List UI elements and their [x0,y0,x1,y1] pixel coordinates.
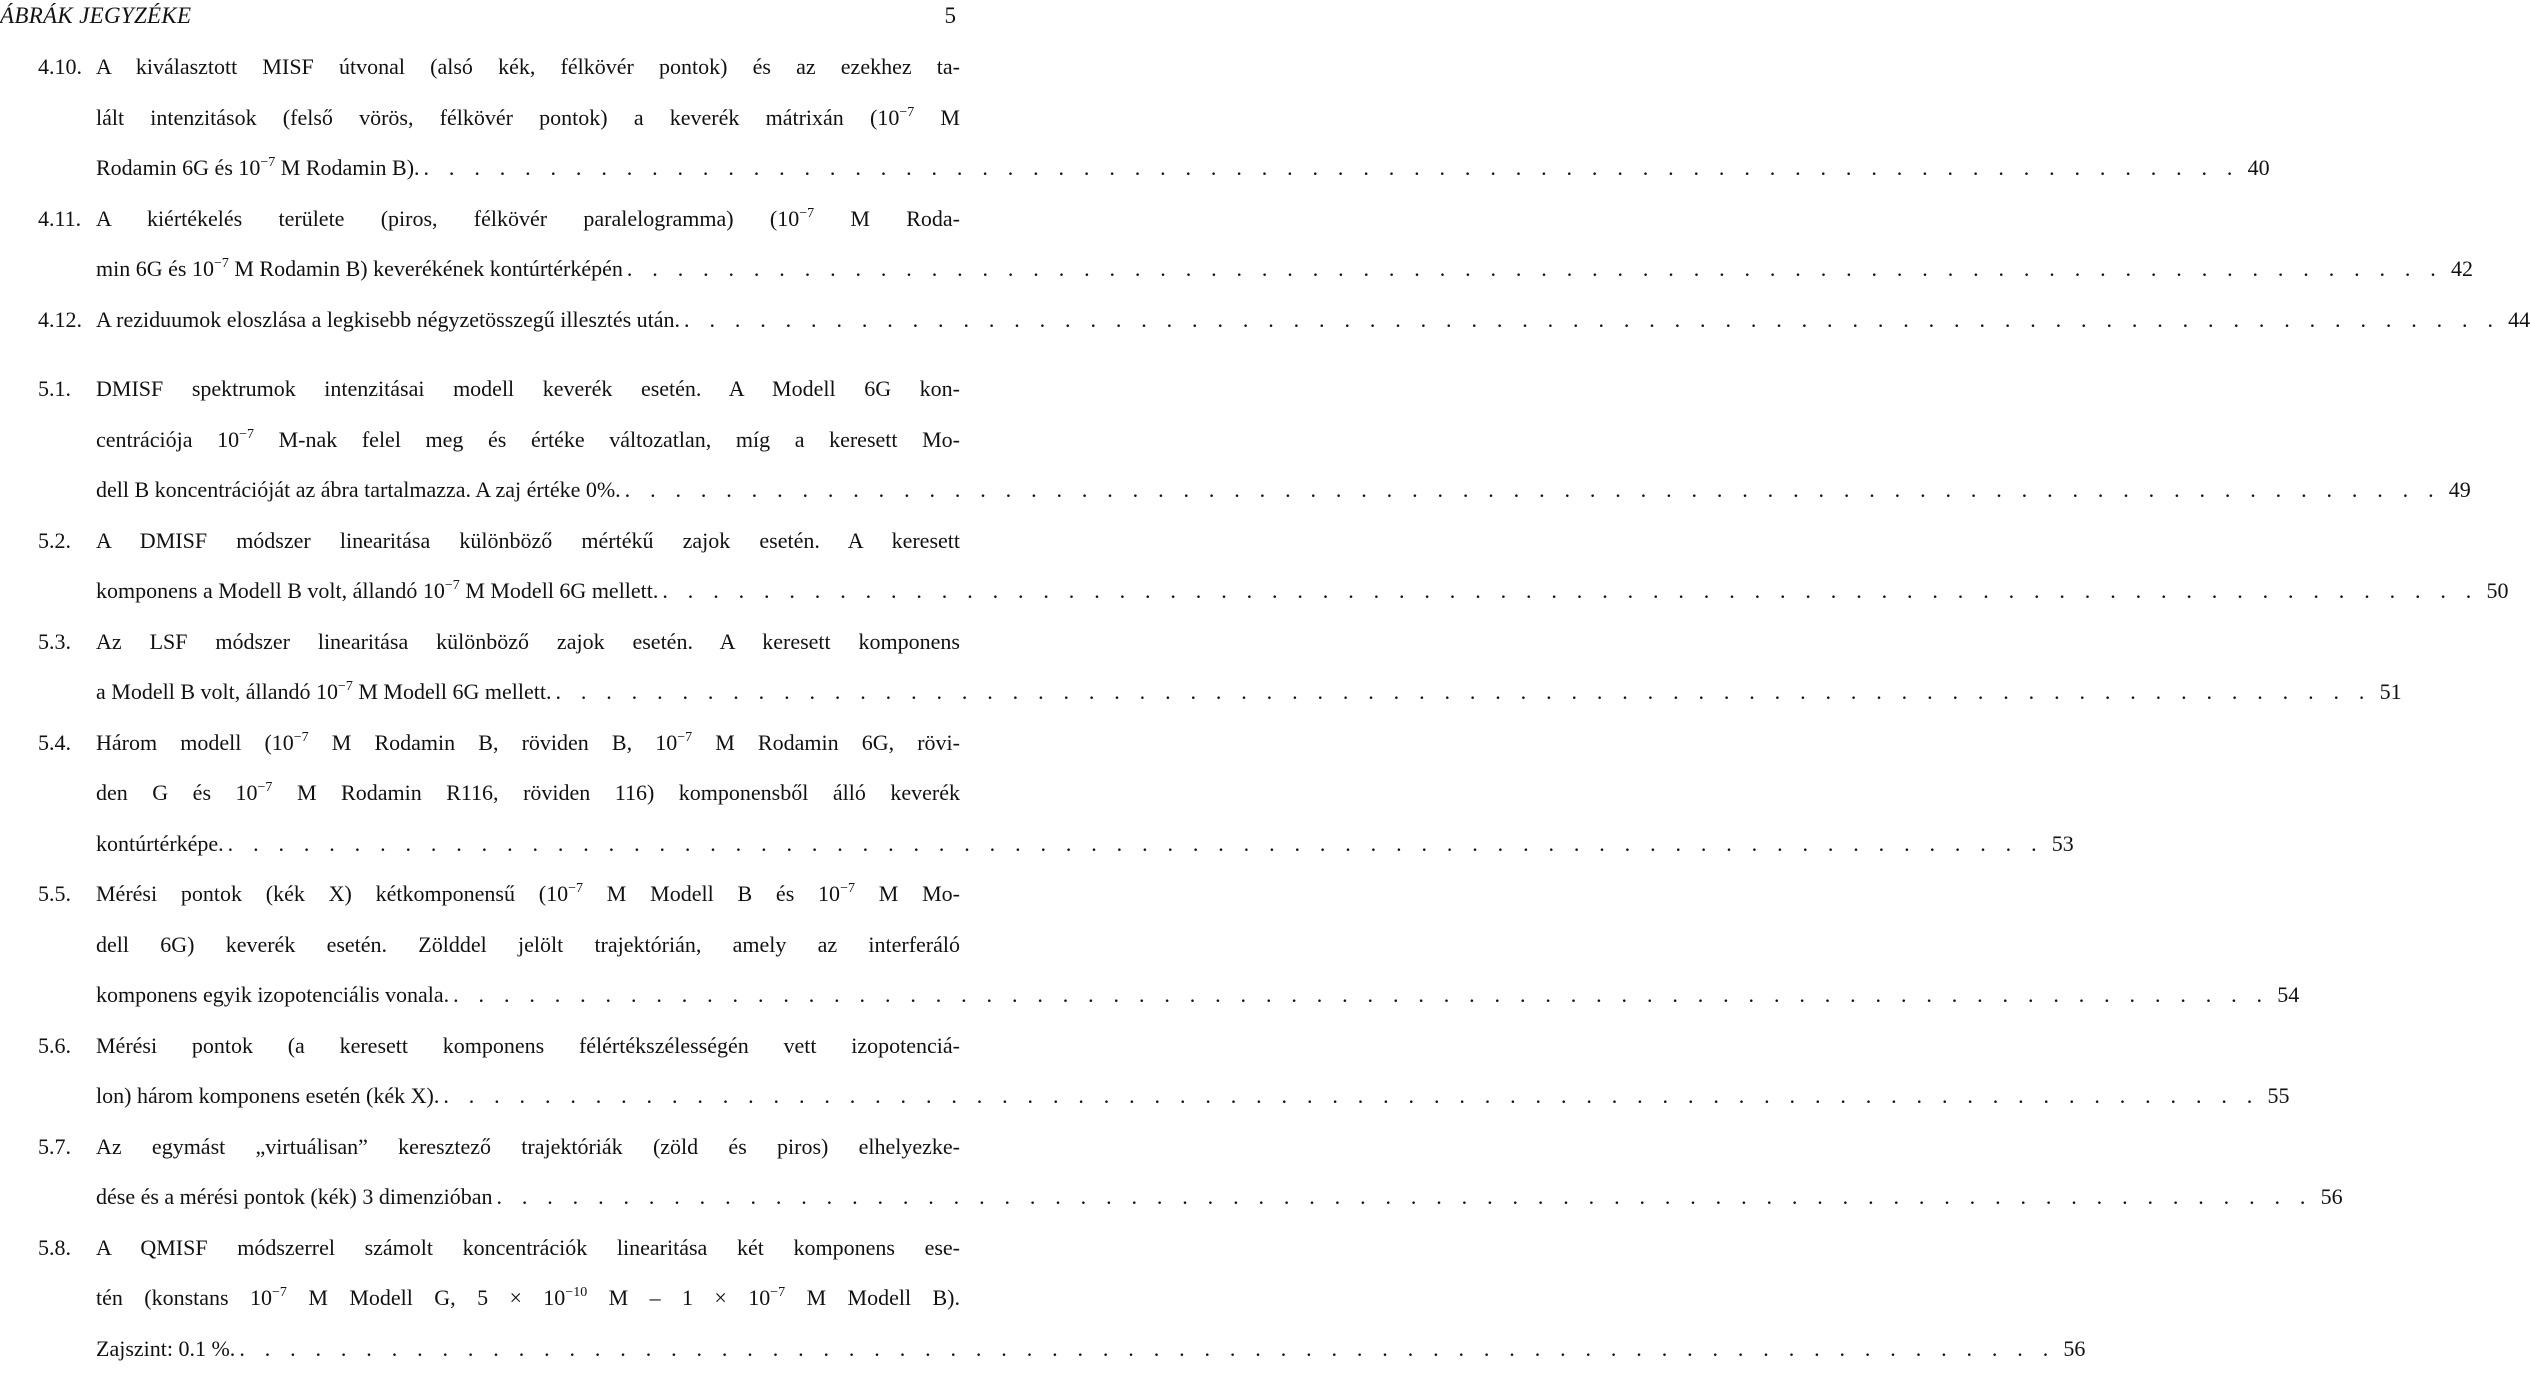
figure-page-number[interactable]: 44 [2508,306,2530,332]
caption-line: dell 6G) keverék esetén. Zölddel jelölt trajektórián, amely az interferáló [96,931,960,957]
caption-line: komponens egyik izopotenciális vonala. [96,982,450,1007]
figure-page-number[interactable]: 54 [2277,982,2300,1007]
figure-caption [96,364,2471,516]
figure-caption [96,617,2402,718]
figure-entry[interactable] [0,364,2471,516]
caption-line: den G és $10^{-7}$ M Rodamin R116, röviden 116) komponensből álló keverék [96,780,960,805]
figure-caption [96,1021,2290,1122]
caption-line: A DMISF módszer linearitása különböző mértékű zajok esetén. A keresett [96,527,960,553]
caption-line: Az LSF módszer linearitása különböző zajok esetén. A keresett komponens [96,628,960,654]
figure-caption [96,869,2300,1021]
figure-entry[interactable] [0,1021,2290,1122]
caption-line: centrációja $10^{-7}$ M-nak felel meg és értéke változatlan, míg a keresett Mo- [96,426,960,452]
caption-last-line [96,566,2509,617]
caption-line: A kiválasztott MISF útvonal (alsó kék, félkövér pontok) és az ezekhez ta- [96,54,960,79]
figure-caption [96,1122,2343,1223]
figure-entry[interactable] [0,718,2074,870]
caption-last-line [96,1324,2086,1375]
dot-leader: . . . . . . . . . . . . . . . . . . . . . . . . . . . . . . . . . . . . . . . . . . . . . . . . . . . . . . . . . . . . . . . . . . . . . . . . [423,155,2240,180]
caption-line: Zajszint: 0.1 %. [96,1335,236,1361]
figure-entry[interactable] [0,194,2474,295]
figure-page-number[interactable]: 40 [2247,155,2270,180]
caption-line: DMISF spektrumok intenzitásai modell keverék esetén. A Modell 6G kon- [96,376,960,401]
figure-number: 4.12. [38,306,82,332]
figure-caption [96,718,2074,870]
figure-page-number[interactable]: 50 [2486,578,2509,603]
figure-number: 5.6. [38,1032,71,1058]
caption-last-line [96,1071,2290,1122]
caption-line: Mérési pontok (kék X) kétkomponensű ($10^{-7}$ M Modell B és $10^{-7}$ M Mo- [96,881,960,906]
figure-page-number[interactable]: 53 [2051,830,2074,856]
dot-leader: . . . . . . . . . . . . . . . . . . . . . . . . . . . . . . . . . . . . . . . . . . . . . . . . . . . . . . . . . . . . . . . . . . . . . . . . [496,1184,2313,1209]
caption-line: Mérési pontok (a keresett komponens félértékszélességén vett izopotenciá- [96,1032,960,1058]
caption-line: Három modell ($10^{-7}$ M Rodamin B, röviden B, $10^{-7}$ M Rodamin 6G, rövi- [96,729,960,755]
caption-line: komponens a Modell B volt, állandó $10^{-7}$ M Modell 6G mellett. [96,578,659,603]
figure-entry[interactable] [0,42,2270,194]
dot-leader: . . . . . . . . . . . . . . . . . . . . . . . . . . . . . . . . . . . . . . . . . . . . . . . . . . . . . . . . . . . . . . . . . . . . . . . . [239,1335,2056,1361]
figure-entry[interactable] [0,295,2530,346]
dot-leader: . . . . . . . . . . . . . . . . . . . . . . . . . . . . . . . . . . . . . . . . . . . . . . . . . . . . . . . . . . . . . . . . . . . . . . . . [624,477,2441,502]
figure-page-number[interactable]: 49 [2448,477,2471,502]
figure-number: 5.8. [38,1234,71,1260]
figure-caption [96,295,2530,346]
caption-line: min 6G és $10^{-7}$ M Rodamin B) keverékének kontúrtérképén [96,256,623,281]
caption-last-line [96,667,2402,718]
caption-line: Rodamin 6G és $10^{-7}$ M Rodamin B). [96,155,420,180]
caption-line: lon) három komponens esetén (kék X). [96,1083,440,1108]
page-header [0,0,960,34]
figure-number: 5.5. [38,881,71,906]
figure-page-number[interactable]: 51 [2379,679,2402,704]
caption-last-line [96,143,2270,194]
figure-entry[interactable] [0,1122,2343,1223]
figure-number: 5.7. [38,1133,71,1159]
figure-caption [96,194,2474,295]
caption-line: dése és a mérési pontok (kék) 3 dimenzióban [96,1184,493,1209]
caption-line: a Modell B volt, állandó $10^{-7}$ M Modell 6G mellett. [96,679,552,704]
figure-caption [96,1223,2086,1375]
running-title: ÁBRÁK JEGYZÉKE [0,3,192,28]
dot-leader: . . . . . . . . . . . . . . . . . . . . . . . . . . . . . . . . . . . . . . . . . . . . . . . . . . . . . . . . . . . . . . . . . . . . . . . . [453,982,2270,1007]
caption-line: tén (konstans $10^{-7}$ M Modell G, $5 \times 10^{-10}$ $M - 1 \times 10^{-7}$ M Modell B). [96,1285,960,1310]
figure-page-number[interactable]: 55 [2267,1083,2290,1108]
figure-number: 4.11. [38,205,82,231]
figure-number: 5.3. [38,628,71,654]
figure-number: 5.2. [38,527,71,553]
dot-leader: . . . . . . . . . . . . . . . . . . . . . . . . . . . . . . . . . . . . . . . . . . . . . . . . . . . . . . . . . . . . . . . . . . . . . . . . [443,1083,2260,1108]
figure-number: 5.1. [38,376,71,401]
dot-leader: . . . . . . . . . . . . . . . . . . . . . . . . . . . . . . . . . . . . . . . . . . . . . . . . . . . . . . . . . . . . . . . . . . . . . . . . [626,256,2444,281]
figure-entry[interactable] [0,516,2509,617]
caption-line: A kiértékelés területe (piros, félkövér paralelogramma) ($10^{-7}$ M Roda- [96,205,960,231]
caption-last-line [96,819,2074,870]
figure-page-number[interactable]: 56 [2063,1335,2086,1361]
caption-last-line [96,244,2474,295]
caption-last-line [96,1172,2343,1223]
figure-entry[interactable] [0,617,2402,718]
caption-line: dell B koncentrációját az ábra tartalmazza. A zaj értéke 0%. [96,477,621,502]
figure-entry[interactable] [0,1223,2086,1375]
caption-last-line [96,465,2471,516]
caption-last-line [96,970,2300,1021]
figure-page-number[interactable]: 42 [2451,256,2474,281]
caption-line: lált intenzitások (felső vörös, félkövér pontok) a keverék mátrixán ($10^{-7}$ M [96,104,960,130]
dot-leader: . . . . . . . . . . . . . . . . . . . . . . . . . . . . . . . . . . . . . . . . . . . . . . . . . . . . . . . . . . . . . . . . . . . . . . . . [662,578,2479,603]
dot-leader: . . . . . . . . . . . . . . . . . . . . . . . . . . . . . . . . . . . . . . . . . . . . . . . . . . . . . . . . . . . . . . . . . . . . . . . . [684,306,2501,332]
page-number: 5 [944,3,956,28]
figure-caption [96,516,2509,617]
chapter-gap [0,345,960,364]
figure-caption [96,42,2270,194]
caption-line: A QMISF módszerrel számolt koncentrációk linearitása két komponens ese- [96,1234,960,1260]
caption-last-line [96,295,2530,346]
figure-number: 5.4. [38,729,71,755]
caption-line: kontúrtérképe. [96,830,224,856]
figure-entry[interactable] [0,869,2300,1021]
caption-line: A reziduumok eloszlása a legkisebb négyzetösszegű illesztés után. [96,306,681,332]
caption-line: Az egymást „virtuálisan” keresztező trajektóriák (zöld és piros) elhelyezke- [96,1133,960,1159]
dot-leader: . . . . . . . . . . . . . . . . . . . . . . . . . . . . . . . . . . . . . . . . . . . . . . . . . . . . . . . . . . . . . . . . . . . . . . . . [555,679,2372,704]
figure-number: 4.10. [38,54,82,79]
figure-page-number[interactable]: 56 [2320,1184,2343,1209]
dot-leader: . . . . . . . . . . . . . . . . . . . . . . . . . . . . . . . . . . . . . . . . . . . . . . . . . . . . . . . . . . . . . . . . . . . . . . . . [227,830,2044,856]
list-of-figures [0,42,2530,1374]
